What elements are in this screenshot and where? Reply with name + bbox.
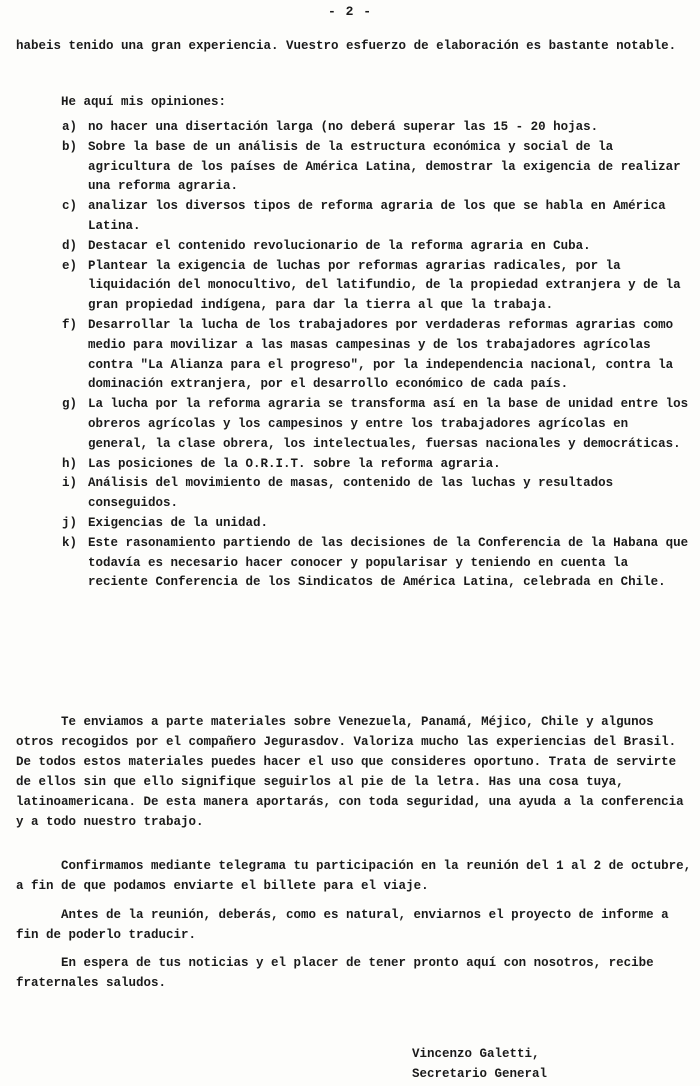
page-number: - 2 - xyxy=(327,4,372,19)
signature-name: Vincenzo Galetti, xyxy=(412,1047,540,1061)
list-item xyxy=(62,138,692,197)
signature-title: Secretario General xyxy=(412,1067,548,1081)
item-marker: d) xyxy=(62,238,78,253)
opinions-heading: He aquí mis opiniones: xyxy=(61,95,227,109)
item-marker: c) xyxy=(62,199,78,214)
list-item xyxy=(62,534,692,593)
item-marker: a) xyxy=(62,120,78,134)
item-marker: k) xyxy=(62,535,78,550)
item-marker: g) xyxy=(62,397,78,412)
item-marker: f) xyxy=(62,317,78,332)
materials-paragraph: Te enviamos a parte materiales sobre Venezuela, Panamá, Méjico, Chile y algunos otros recogidos por el compañero Jegurasdov. Valoriza mucho las experiencias del Brasil. De todos estos materiales puedes hacer el uso que consideres oportuno. Trata de servirte de ellos sin que ello signifique seguirlos al pie de la letra. Has una cosa tuya, latinoamericana. De esta manera aportarás, con toda seguridad, una ayuda a la conferencia y a todo nuestro trabajo. xyxy=(16,715,684,829)
item-text: Destacar el contenido revolucionario de la reforma agraria en Cuba. xyxy=(88,238,591,253)
item-text: Sobre la base de un análisis de la estructura económica y social de la agricultura de los países de América Latina, demostrar la exigencia de realizar una reforma agraria. xyxy=(88,139,681,194)
item-marker: b) xyxy=(62,139,78,154)
item-text: Análisis del movimiento de masas, contenido de las luchas y resultados conseguidos. xyxy=(88,476,614,511)
list-item xyxy=(62,395,692,454)
item-text: La lucha por la reforma agraria se transforma así en la base de unidad entre los obreros agrícolas y los campesinos y entre los trabajadores agrícolas en general, la clase obrera, los intelectuales, fuersas nacionales y democráticas. xyxy=(88,397,689,451)
item-text: Este rasonamiento partiendo de las decisiones de la Conferencia de la Habana que todavía es necesario hacer conocer y popularisar y teniendo en cuenta la reciente Conferencia de los Sindicatos de América Latina, celebrada en Chile. xyxy=(88,535,689,590)
report-paragraph: Antes de la reunión, deberás, como es natural, enviarnos el proyecto de informe a fin de poderlo traducir. xyxy=(16,908,669,942)
item-marker: j) xyxy=(62,515,78,530)
opinions-list xyxy=(62,118,692,593)
list-item xyxy=(62,316,692,395)
list-item xyxy=(62,237,692,257)
item-text: Las posiciones de la O.R.I.T. sobre la reforma agraria. xyxy=(88,456,501,471)
list-item xyxy=(62,197,692,237)
telegram-paragraph: Confirmamos mediante telegrama tu participación en la reunión del 1 al 2 de octubre, a fin de que podamos enviarte el billete para el viaje. xyxy=(16,859,692,893)
item-text: Desarrollar la lucha de los trabajadores por verdaderas reformas agrarias como medio para movilizar a las masas campesinas y de los trabajadores agrícolas contra "La Alianza para el progreso", por la independencia nacional, contra la dominación extranjera, por el desarrollo económico de cada país. xyxy=(88,317,674,392)
item-marker: h) xyxy=(62,456,78,471)
list-item xyxy=(62,118,692,138)
list-item xyxy=(62,474,692,514)
item-text: Exigencias de la unidad. xyxy=(88,515,269,530)
item-marker: e) xyxy=(62,258,78,273)
intro-paragraph: habeis tenido una gran experiencia. Vuestro esfuerzo de elaboración es bastante notable. xyxy=(16,39,677,53)
item-text: no hacer una disertación larga (no deberá superar las 15 - 20 hojas. xyxy=(88,120,599,134)
list-item xyxy=(62,257,692,316)
list-item xyxy=(62,514,692,534)
item-text: Plantear la exigencia de luchas por reformas agrarias radicales, por la liquidación del monocultivo, del latifundio, de la propiedad extranjera y de la gran propiedad indígena, para dar la tierra al que la trabaja. xyxy=(88,258,681,313)
closing-paragraph: En espera de tus noticias y el placer de tener pronto aquí con nosotros, recibe fraternales saludos. xyxy=(16,956,654,990)
list-item xyxy=(62,455,692,475)
item-marker: i) xyxy=(62,476,78,491)
signature-block xyxy=(412,1044,547,1084)
item-text: analizar los diversos tipos de reforma agraria de los que se habla en América Latina. xyxy=(88,199,666,233)
